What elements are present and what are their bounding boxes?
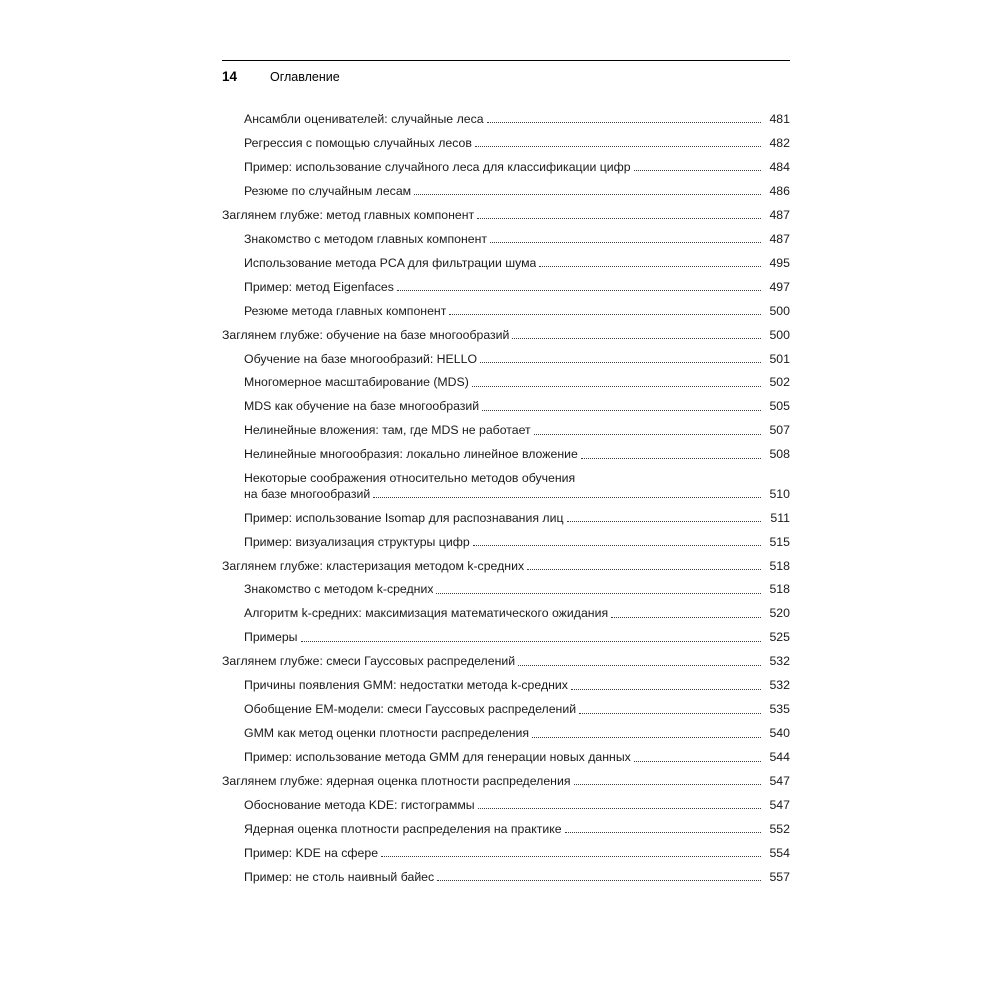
toc-leader-dots xyxy=(634,169,761,171)
toc-entry-page: 515 xyxy=(769,534,790,549)
toc-entry-label: MDS как обучение на базе многообразий xyxy=(244,399,480,414)
toc-entry[interactable] xyxy=(222,582,790,597)
toc-leader-dots xyxy=(373,496,761,498)
toc-entry-page: 554 xyxy=(769,845,790,860)
toc-entry[interactable] xyxy=(222,304,790,319)
toc-entry-page: 481 xyxy=(769,112,790,126)
toc-leader-dots xyxy=(518,664,761,666)
toc-entry-page: 535 xyxy=(769,702,790,717)
toc-entry-page: 547 xyxy=(769,774,790,789)
toc-leader-dots xyxy=(539,265,761,267)
toc-entry-label: Заглянем глубже: метод главных компонент xyxy=(222,207,475,222)
page-header-title: Оглавление xyxy=(270,70,340,84)
toc-entry[interactable] xyxy=(222,280,790,295)
toc-entry[interactable] xyxy=(222,112,790,127)
toc-entry-page: 501 xyxy=(769,351,790,366)
toc-entry[interactable] xyxy=(222,352,790,367)
toc-entry-page: 484 xyxy=(769,159,790,174)
toc-leader-dots xyxy=(397,289,761,291)
toc-entry-label: Использование метода PCA для фильтрации шума xyxy=(244,255,537,270)
toc-entry-label: Резюме по случайным лесам xyxy=(244,183,412,198)
toc-entry-label: Многомерное масштабирование (MDS) xyxy=(244,375,469,390)
toc-entry-page: 557 xyxy=(769,869,790,884)
toc-entry-page: 532 xyxy=(769,678,790,693)
toc-entry-label: Резюме метода главных компонент xyxy=(244,303,447,318)
toc-entry[interactable] xyxy=(222,798,790,813)
toc-leader-dots xyxy=(482,409,761,411)
toc-entry-label-continued: на базе многообразий xyxy=(244,486,371,501)
toc-entry[interactable] xyxy=(222,447,790,462)
toc-entry-label: Нелинейные многообразия: локально линейное вложение xyxy=(244,447,578,462)
toc-entry[interactable] xyxy=(222,822,790,837)
toc-entry-label: Пример: не столь наивный байес xyxy=(244,869,435,884)
toc-entry[interactable] xyxy=(222,726,790,741)
toc-entry-page: 486 xyxy=(769,183,790,198)
toc-entry[interactable] xyxy=(222,160,790,175)
toc-entry-page: 525 xyxy=(769,630,790,645)
toc-entry[interactable] xyxy=(222,654,790,669)
toc-leader-dots xyxy=(449,313,761,315)
toc-entry-page: 511 xyxy=(770,510,790,525)
toc-leader-dots xyxy=(565,831,761,833)
toc-entry-label: Знакомство с методом k-средних xyxy=(244,582,434,597)
toc-entry-label: Пример: KDE на сфере xyxy=(244,845,379,860)
toc-leader-dots xyxy=(611,616,761,618)
toc-entry[interactable] xyxy=(222,606,790,621)
toc-entry-label: Нелинейные вложения: там, где MDS не работает xyxy=(244,423,531,438)
table-of-contents xyxy=(222,112,790,894)
toc-entry-page: 505 xyxy=(769,399,790,414)
toc-entry-label: Заглянем глубже: обучение на базе многообразий xyxy=(222,327,510,342)
toc-leader-dots xyxy=(567,520,761,522)
toc-entry[interactable] xyxy=(222,328,790,343)
toc-leader-dots xyxy=(571,688,761,690)
toc-entry-label: Заглянем глубже: смеси Гауссовых распределений xyxy=(222,654,516,669)
toc-entry-page: 487 xyxy=(769,207,790,222)
toc-entry-page: 552 xyxy=(769,822,790,836)
toc-entry[interactable] xyxy=(222,423,790,438)
toc-leader-dots xyxy=(477,217,761,219)
toc-entry-page: 497 xyxy=(769,279,790,294)
toc-entry-line2 xyxy=(244,487,790,502)
toc-entry-label: Ансамбли оценивателей: случайные леса xyxy=(244,112,484,126)
toc-entry-label: Пример: использование Isomap для распознавания лиц xyxy=(244,510,564,525)
toc-entry[interactable] xyxy=(222,702,790,717)
toc-entry-page: 510 xyxy=(769,486,790,501)
toc-entry-label: Причины появления GMM: недостатки метода k-средних xyxy=(244,678,568,693)
toc-leader-dots xyxy=(473,544,761,546)
toc-entry-label: Некоторые соображения относительно методов обучения xyxy=(244,471,576,486)
toc-entry-label: Ядерная оценка плотности распределения на практике xyxy=(244,822,562,836)
toc-entry[interactable] xyxy=(222,678,790,693)
toc-leader-dots xyxy=(381,855,761,857)
toc-entry-page: 532 xyxy=(769,654,790,669)
toc-entry-page: 507 xyxy=(769,423,790,438)
toc-leader-dots xyxy=(512,337,761,339)
toc-entry-label: Обобщение EM-модели: смеси Гауссовых распределений xyxy=(244,702,577,717)
toc-entry[interactable] xyxy=(222,511,790,526)
toc-leader-dots xyxy=(581,457,761,459)
toc-entry[interactable] xyxy=(222,846,790,861)
toc-entry[interactable] xyxy=(222,630,790,645)
toc-entry-label: GMM как метод оценки плотности распределения xyxy=(244,726,530,741)
toc-entry[interactable] xyxy=(222,375,790,390)
toc-leader-dots xyxy=(437,879,761,881)
page-folio: 14 xyxy=(222,69,238,84)
toc-entry[interactable] xyxy=(222,535,790,550)
toc-entry-page: 508 xyxy=(769,447,790,462)
toc-entry-page: 482 xyxy=(769,135,790,150)
toc-entry-label: Алгоритм k-средних: максимизация математического ожидания xyxy=(244,606,609,621)
toc-leader-dots xyxy=(301,640,761,642)
toc-leader-dots xyxy=(490,241,761,243)
toc-entry-label: Пример: использование метода GMM для генерации новых данных xyxy=(244,750,631,765)
toc-leader-dots xyxy=(532,736,761,738)
toc-entry-label: Регрессия с помощью случайных лесов xyxy=(244,135,472,150)
toc-entry-label: Примеры xyxy=(244,630,298,645)
toc-entry[interactable] xyxy=(222,136,790,151)
toc-entry-page: 518 xyxy=(769,558,790,573)
toc-entry-label: Заглянем глубже: ядерная оценка плотности распределения xyxy=(222,774,571,789)
toc-entry[interactable] xyxy=(222,559,790,574)
toc-entry-page: 500 xyxy=(769,303,790,318)
toc-entry-page: 540 xyxy=(769,726,790,741)
toc-leader-dots xyxy=(487,121,761,123)
toc-entry-label: Пример: визуализация структуры цифр xyxy=(244,534,470,549)
toc-leader-dots xyxy=(534,433,761,435)
toc-entry[interactable] xyxy=(222,256,790,271)
toc-entry[interactable] xyxy=(222,750,790,765)
toc-entry-label: Обоснование метода KDE: гистограммы xyxy=(244,798,475,813)
toc-entry-page: 495 xyxy=(769,255,790,270)
toc-leader-dots xyxy=(478,807,761,809)
toc-entry-label: Пример: метод Eigenfaces xyxy=(244,279,394,294)
toc-entry[interactable] xyxy=(222,208,790,223)
toc-entry-page: 500 xyxy=(769,327,790,342)
toc-leader-dots xyxy=(574,783,762,785)
toc-entry-page: 502 xyxy=(769,375,790,390)
toc-leader-dots xyxy=(634,760,761,762)
toc-entry-label: Обучение на базе многообразий: HELLO xyxy=(244,351,478,366)
toc-entry-page: 487 xyxy=(769,231,790,246)
toc-entry-label: Заглянем глубже: кластеризация методом k-средних xyxy=(222,558,525,573)
toc-leader-dots xyxy=(436,592,761,594)
toc-leader-dots xyxy=(527,568,761,570)
toc-entry[interactable] xyxy=(222,870,790,885)
toc-entry[interactable] xyxy=(222,399,790,414)
toc-entry[interactable] xyxy=(222,232,790,247)
toc-entry-page: 518 xyxy=(769,582,790,597)
toc-entry[interactable] xyxy=(222,774,790,789)
toc-entry-page: 547 xyxy=(769,798,790,813)
toc-entry-page: 544 xyxy=(769,750,790,765)
toc-entry-label: Знакомство с методом главных компонент xyxy=(244,231,488,246)
toc-leader-dots xyxy=(414,193,761,195)
toc-entry[interactable] xyxy=(222,184,790,199)
toc-entry-label: Пример: использование случайного леса для классификации цифр xyxy=(244,159,631,174)
toc-leader-dots xyxy=(579,712,761,714)
toc-entry[interactable] xyxy=(222,471,790,502)
toc-entry-page: 520 xyxy=(769,606,790,621)
page-header xyxy=(222,60,790,84)
toc-leader-dots xyxy=(475,145,761,147)
toc-leader-dots xyxy=(480,361,761,363)
toc-leader-dots xyxy=(472,385,761,387)
